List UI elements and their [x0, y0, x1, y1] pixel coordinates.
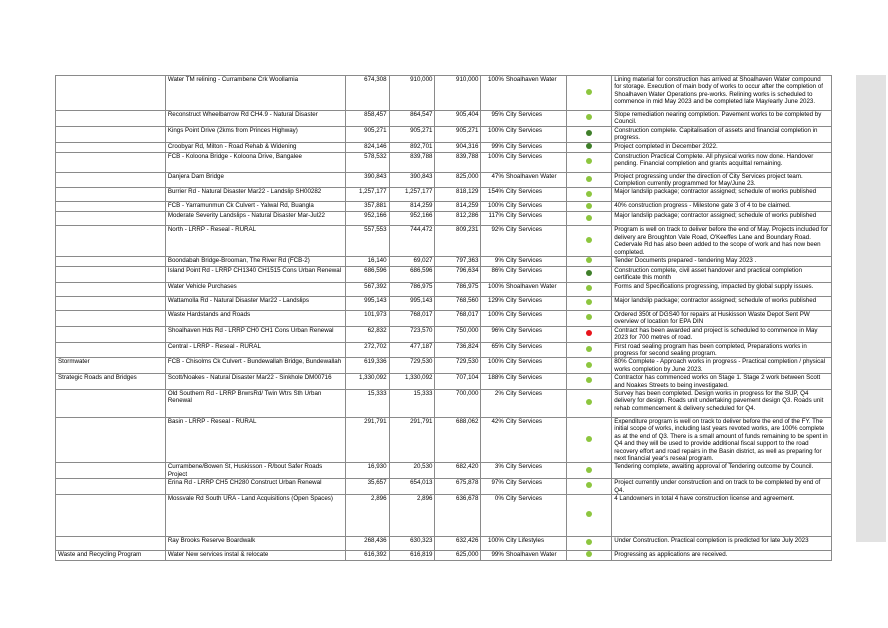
- project-name-cell: Mossvale Rd South URA - Land Acquisitions (Open Spaces): [165, 495, 345, 537]
- percent-cell: 86%: [481, 267, 505, 283]
- actual-value-cell: 619,336: [345, 358, 389, 374]
- status-cell: [567, 188, 612, 202]
- percent-cell: 100%: [481, 152, 505, 172]
- committed-value-cell: 995,143: [389, 296, 435, 310]
- table-row: [56, 326, 832, 342]
- status-cell: [567, 257, 612, 267]
- project-name-cell: Moderate Severity Landslips - Natural Disaster Mar-Jul22: [165, 212, 345, 226]
- actual-value-cell: 268,436: [345, 537, 389, 551]
- status-cell: [567, 463, 612, 479]
- budget-value-cell: 700,000: [435, 389, 481, 417]
- table-row: [56, 257, 832, 267]
- budget-value-cell: 768,560: [435, 296, 481, 310]
- owner-cell: City Lifestyles: [505, 537, 567, 551]
- project-name-cell: Central - LRRP - Reseal - RURAL: [165, 342, 345, 358]
- table-row: [56, 495, 832, 537]
- budget-value-cell: 818,129: [435, 188, 481, 202]
- status-cell: [567, 152, 612, 172]
- table-row: [56, 342, 832, 358]
- percent-cell: 97%: [481, 479, 505, 495]
- percent-cell: 100%: [481, 537, 505, 551]
- budget-value-cell: 797,363: [435, 257, 481, 267]
- comment-cell: Expenditure program is well on track to deliver before the end of the FY. The initial scope of works, including last years revoted works, are 100% complete as at the end of Q3. There is a small amount of funds remaining to be spent in Q4 and they will be used to provide additional fiscal support to the road recovery effort and road repairs in the Basin district, as well as preparing for next financial year's reseal program.: [612, 417, 832, 462]
- comment-cell: Lining material for construction has arrived at Shoalhaven Water compound for storage. Execution of main body of works to occur after the completion of Shoalhaven Water Operations pre-works. Relining works is scheduled to commence in mid May 2023 and be completed late May/early June 2023.: [612, 76, 832, 111]
- status-cell: [567, 417, 612, 462]
- budget-value-cell: 632,426: [435, 537, 481, 551]
- owner-cell: City Services: [505, 389, 567, 417]
- actual-value-cell: 291,791: [345, 417, 389, 462]
- actual-value-cell: 272,702: [345, 342, 389, 358]
- category-cell: [56, 479, 166, 495]
- comment-cell: Tender Documents prepared - tendering May 2023 .: [612, 257, 832, 267]
- budget-value-cell: 796,634: [435, 267, 481, 283]
- status-dot-icon: [586, 143, 592, 149]
- actual-value-cell: 824,146: [345, 142, 389, 152]
- category-cell: [56, 417, 166, 462]
- committed-value-cell: 910,000: [389, 76, 435, 111]
- category-cell: [56, 495, 166, 537]
- committed-value-cell: 744,472: [389, 226, 435, 257]
- committed-value-cell: 786,975: [389, 282, 435, 296]
- category-cell: [56, 342, 166, 358]
- category-cell: [56, 126, 166, 142]
- status-cell: [567, 111, 612, 127]
- actual-value-cell: 16,930: [345, 463, 389, 479]
- category-cell: [56, 463, 166, 479]
- status-dot-icon: [586, 362, 592, 368]
- budget-value-cell: 809,231: [435, 226, 481, 257]
- project-name-cell: FCB - Yarramunmun Ck Culvert - Yalwal Rd, Buangla: [165, 202, 345, 212]
- status-cell: [567, 479, 612, 495]
- committed-value-cell: 864,547: [389, 111, 435, 127]
- comment-cell: Construction Practical Complete. All physical works now done. Handover pending. Financial completion and grants acquittal remaining.: [612, 152, 832, 172]
- status-dot-icon: [586, 436, 592, 442]
- status-cell: [567, 212, 612, 226]
- actual-value-cell: 686,596: [345, 267, 389, 283]
- category-cell: [56, 257, 166, 267]
- percent-cell: 117%: [481, 212, 505, 226]
- percent-cell: 42%: [481, 417, 505, 462]
- grey-side-band: [856, 75, 886, 542]
- table-row: [56, 358, 832, 374]
- budget-value-cell: 904,316: [435, 142, 481, 152]
- budget-value-cell: 910,000: [435, 76, 481, 111]
- committed-value-cell: 616,819: [389, 551, 435, 561]
- comment-cell: 80% Complete - Approach works in progress - Practical completion / physical works completion by June 2023.: [612, 358, 832, 374]
- project-name-cell: Reconstruct Wheelbarrow Rd CH4.9 - Natural Disaster: [165, 111, 345, 127]
- project-name-cell: Waste Hardstands and Roads: [165, 310, 345, 326]
- owner-cell: City Services: [505, 374, 567, 390]
- owner-cell: City Services: [505, 296, 567, 310]
- comment-cell: First road sealing program has been completed, Preparations works in progress for second sealing program.: [612, 342, 832, 358]
- status-dot-icon: [586, 299, 592, 305]
- project-name-cell: Burrier Rd - Natural Disaster Mar22 - Landslip SH00282: [165, 188, 345, 202]
- comment-cell: Slope remediation nearing completion. Pavement works to be completed by Council.: [612, 111, 832, 127]
- budget-value-cell: 750,000: [435, 326, 481, 342]
- table-row: [56, 202, 832, 212]
- status-dot-icon: [586, 203, 592, 209]
- category-cell: Stormwater: [56, 358, 166, 374]
- category-cell: [56, 226, 166, 257]
- project-name-cell: Island Point Rd - LRRP CH1340 CH1515 Cons Urban Renewal: [165, 267, 345, 283]
- percent-cell: 129%: [481, 296, 505, 310]
- project-name-cell: Water New services instal & relocate: [165, 551, 345, 561]
- committed-value-cell: 1,257,177: [389, 188, 435, 202]
- committed-value-cell: 477,187: [389, 342, 435, 358]
- actual-value-cell: 35,657: [345, 479, 389, 495]
- budget-value-cell: 688,062: [435, 417, 481, 462]
- owner-cell: City Services: [505, 342, 567, 358]
- actual-value-cell: 357,881: [345, 202, 389, 212]
- committed-value-cell: 654,013: [389, 479, 435, 495]
- project-name-cell: Wattamolla Rd - Natural Disaster Mar22 - Landslips: [165, 296, 345, 310]
- percent-cell: 95%: [481, 111, 505, 127]
- status-cell: [567, 296, 612, 310]
- committed-value-cell: 2,896: [389, 495, 435, 537]
- comment-cell: Progressing as applications are received.: [612, 551, 832, 561]
- actual-value-cell: 567,392: [345, 282, 389, 296]
- owner-cell: City Services: [505, 226, 567, 257]
- table-row: [56, 389, 832, 417]
- committed-value-cell: 1,330,092: [389, 374, 435, 390]
- status-dot-icon: [586, 551, 592, 557]
- percent-cell: 188%: [481, 374, 505, 390]
- status-cell: [567, 282, 612, 296]
- table-row: [56, 296, 832, 310]
- project-name-cell: Kings Point Drive (2kms from Princes Highway): [165, 126, 345, 142]
- project-name-cell: Croobyar Rd, Milton - Road Rehab & Widening: [165, 142, 345, 152]
- actual-value-cell: 557,553: [345, 226, 389, 257]
- status-cell: [567, 374, 612, 390]
- budget-value-cell: 786,975: [435, 282, 481, 296]
- status-dot-icon: [586, 377, 592, 383]
- status-dot-icon: [586, 399, 592, 405]
- owner-cell: Shoalhaven Water: [505, 76, 567, 111]
- category-cell: Strategic Roads and Bridges: [56, 374, 166, 390]
- actual-value-cell: 578,532: [345, 152, 389, 172]
- owner-cell: City Services: [505, 142, 567, 152]
- table-row: [56, 172, 832, 188]
- comment-cell: Major landslip package; contractor assigned; schedule of works published: [612, 296, 832, 310]
- status-cell: [567, 326, 612, 342]
- committed-value-cell: 723,570: [389, 326, 435, 342]
- committed-value-cell: 69,027: [389, 257, 435, 267]
- committed-value-cell: 952,166: [389, 212, 435, 226]
- actual-value-cell: 390,843: [345, 172, 389, 188]
- category-cell: [56, 188, 166, 202]
- actual-value-cell: 1,330,092: [345, 374, 389, 390]
- owner-cell: City Services: [505, 257, 567, 267]
- project-name-cell: Erina Rd - LRRP CH5 CH280 Construct Urban Renewal: [165, 479, 345, 495]
- project-name-cell: Shoalhaven Hds Rd - LRRP CH0 CH1 Cons Urban Renewal: [165, 326, 345, 342]
- category-cell: [56, 212, 166, 226]
- comment-cell: Program is well on track to deliver before the end of May. Projects included for delivery are Broughton Vale Road, O'Keeffes Lane and Boundary Road. Cedervale Rd has also been added to the scope of work and has now been completed.: [612, 226, 832, 257]
- status-dot-icon: [586, 158, 592, 164]
- owner-cell: City Services: [505, 326, 567, 342]
- committed-value-cell: 390,843: [389, 172, 435, 188]
- owner-cell: Shoalhaven Water: [505, 551, 567, 561]
- comment-cell: 40% construction progress - Milestone gate 3 of 4 to be claimed.: [612, 202, 832, 212]
- owner-cell: City Services: [505, 495, 567, 537]
- status-dot-icon: [586, 89, 592, 95]
- status-cell: [567, 551, 612, 561]
- percent-cell: 99%: [481, 551, 505, 561]
- status-dot-icon: [586, 482, 592, 488]
- status-dot-icon: [586, 346, 592, 352]
- budget-value-cell: 729,530: [435, 358, 481, 374]
- comment-cell: Major landslip package; contractor assigned; schedule of works published: [612, 212, 832, 226]
- status-cell: [567, 358, 612, 374]
- comment-cell: Project completed in December 2022.: [612, 142, 832, 152]
- comment-cell: Survey has been completed. Design works in progress for the SUP, Q4 delivery for design. Roads unit undertaking pavement design Q3. Roads unit rehab commencement & delivery scheduled for Q4.: [612, 389, 832, 417]
- budget-value-cell: 905,271: [435, 126, 481, 142]
- project-name-cell: Currambene/Bowen St, Huskisson - R/bout Safer Roads Project: [165, 463, 345, 479]
- comment-cell: Tendering complete, awaiting approval of Tendering outcome by Council.: [612, 463, 832, 479]
- status-cell: [567, 202, 612, 212]
- status-cell: [567, 495, 612, 537]
- category-cell: [56, 389, 166, 417]
- comment-cell: Construction complete. Capitalisation of assets and financial completion in progress.: [612, 126, 832, 142]
- status-dot-icon: [586, 257, 592, 263]
- status-cell: [567, 226, 612, 257]
- owner-cell: City Services: [505, 126, 567, 142]
- percent-cell: 92%: [481, 226, 505, 257]
- budget-value-cell: 675,878: [435, 479, 481, 495]
- actual-value-cell: 674,308: [345, 76, 389, 111]
- committed-value-cell: 291,791: [389, 417, 435, 462]
- committed-value-cell: 686,596: [389, 267, 435, 283]
- category-cell: [56, 326, 166, 342]
- table-row: [56, 551, 832, 561]
- owner-cell: City Services: [505, 111, 567, 127]
- percent-cell: 96%: [481, 326, 505, 342]
- budget-value-cell: 825,000: [435, 172, 481, 188]
- status-cell: [567, 142, 612, 152]
- percent-cell: 2%: [481, 389, 505, 417]
- table-row: [56, 142, 832, 152]
- project-name-cell: Old Southern Rd - LRRP BrwrsRd/ Twin Wtrs Sth Urban Renewal: [165, 389, 345, 417]
- table-row: [56, 226, 832, 257]
- owner-cell: Shoalhaven Water: [505, 282, 567, 296]
- status-dot-icon: [586, 330, 592, 336]
- committed-value-cell: 839,788: [389, 152, 435, 172]
- comment-cell: Under Construction. Practical completion is predicted for late July 2023: [612, 537, 832, 551]
- status-cell: [567, 267, 612, 283]
- project-name-cell: Scott/Noakes - Natural Disaster Mar22 - Sinkhole DM00716: [165, 374, 345, 390]
- percent-cell: 0%: [481, 495, 505, 537]
- budget-value-cell: 707,104: [435, 374, 481, 390]
- committed-value-cell: 892,701: [389, 142, 435, 152]
- project-name-cell: Water TM relining - Currambene Crk Woollamia: [165, 76, 345, 111]
- table-row: [56, 479, 832, 495]
- budget-value-cell: 636,678: [435, 495, 481, 537]
- category-cell: Waste and Recycling Program: [56, 551, 166, 561]
- status-cell: [567, 537, 612, 551]
- comment-cell: 4 Landowners in total 4 have construction license and agreement.: [612, 495, 832, 537]
- actual-value-cell: 2,896: [345, 495, 389, 537]
- owner-cell: City Services: [505, 417, 567, 462]
- table-row: [56, 267, 832, 283]
- table-row: [56, 212, 832, 226]
- budget-value-cell: 625,000: [435, 551, 481, 561]
- comment-cell: Contract has been awarded and project is scheduled to commence in May 2023 for 700 metres of road.: [612, 326, 832, 342]
- budget-value-cell: 814,259: [435, 202, 481, 212]
- owner-cell: City Services: [505, 152, 567, 172]
- budget-value-cell: 768,017: [435, 310, 481, 326]
- status-cell: [567, 389, 612, 417]
- project-name-cell: FCB - Chisolms Ck Culvert - Bundewallah Bridge, Bundewallah: [165, 358, 345, 374]
- comment-cell: Forms and Specifications progressing, impacted by global supply issues.: [612, 282, 832, 296]
- owner-cell: City Services: [505, 479, 567, 495]
- category-cell: [56, 202, 166, 212]
- status-dot-icon: [586, 114, 592, 120]
- status-cell: [567, 342, 612, 358]
- percent-cell: 99%: [481, 142, 505, 152]
- owner-cell: City Services: [505, 212, 567, 226]
- table-row: [56, 282, 832, 296]
- category-cell: [56, 267, 166, 283]
- table-row: [56, 374, 832, 390]
- committed-value-cell: 630,323: [389, 537, 435, 551]
- owner-cell: Shoalhaven Water: [505, 172, 567, 188]
- category-cell: [56, 282, 166, 296]
- percent-cell: 100%: [481, 126, 505, 142]
- committed-value-cell: 20,530: [389, 463, 435, 479]
- category-cell: [56, 537, 166, 551]
- project-name-cell: Ray Brooks Reserve Boardwalk: [165, 537, 345, 551]
- owner-cell: City Services: [505, 267, 567, 283]
- category-cell: [56, 76, 166, 111]
- actual-value-cell: 1,257,177: [345, 188, 389, 202]
- project-name-cell: Basin - LRRP - Reseal - RURAL: [165, 417, 345, 462]
- budget-value-cell: 905,404: [435, 111, 481, 127]
- budget-value-cell: 812,286: [435, 212, 481, 226]
- status-dot-icon: [586, 511, 592, 517]
- actual-value-cell: 952,166: [345, 212, 389, 226]
- project-name-cell: North - LRRP - Reseal - RURAL: [165, 226, 345, 257]
- budget-value-cell: 736,824: [435, 342, 481, 358]
- capital-works-table: [55, 75, 832, 561]
- project-name-cell: Boondabah Bridge-Brooman, The River Rd (FCB-2): [165, 257, 345, 267]
- status-cell: [567, 76, 612, 111]
- category-cell: [56, 296, 166, 310]
- percent-cell: 100%: [481, 282, 505, 296]
- status-cell: [567, 310, 612, 326]
- project-name-cell: Water Vehicle Purchases: [165, 282, 345, 296]
- comment-cell: Project currently under construction and on track to be completed by end of Q4.: [612, 479, 832, 495]
- table-body: [56, 76, 832, 561]
- comment-cell: Major landslip package; contractor assigned; schedule of works published: [612, 188, 832, 202]
- actual-value-cell: 995,143: [345, 296, 389, 310]
- actual-value-cell: 101,973: [345, 310, 389, 326]
- percent-cell: 100%: [481, 310, 505, 326]
- category-cell: [56, 111, 166, 127]
- table-row: [56, 537, 832, 551]
- percent-cell: 100%: [481, 358, 505, 374]
- owner-cell: City Services: [505, 358, 567, 374]
- status-dot-icon: [586, 237, 592, 243]
- comment-cell: Contractor has commenced works on Stage 1. Stage 2 work between Scott and Noakes Streets to being investigated.: [612, 374, 832, 390]
- actual-value-cell: 62,832: [345, 326, 389, 342]
- percent-cell: 154%: [481, 188, 505, 202]
- category-cell: [56, 172, 166, 188]
- percent-cell: 100%: [481, 202, 505, 212]
- category-cell: [56, 152, 166, 172]
- committed-value-cell: 15,333: [389, 389, 435, 417]
- status-cell: [567, 172, 612, 188]
- owner-cell: City Services: [505, 463, 567, 479]
- actual-value-cell: 16,140: [345, 257, 389, 267]
- report-sheet: [55, 75, 832, 558]
- actual-value-cell: 616,392: [345, 551, 389, 561]
- table-row: [56, 188, 832, 202]
- owner-cell: City Services: [505, 188, 567, 202]
- project-name-cell: FCB - Koloona Bridge - Koloona Drive, Bangalee: [165, 152, 345, 172]
- status-dot-icon: [586, 215, 592, 221]
- committed-value-cell: 814,259: [389, 202, 435, 212]
- actual-value-cell: 905,271: [345, 126, 389, 142]
- committed-value-cell: 905,271: [389, 126, 435, 142]
- owner-cell: City Services: [505, 310, 567, 326]
- category-cell: [56, 142, 166, 152]
- table-row: [56, 417, 832, 462]
- table-row: [56, 310, 832, 326]
- percent-cell: 47%: [481, 172, 505, 188]
- percent-cell: 9%: [481, 257, 505, 267]
- table-row: [56, 76, 832, 111]
- owner-cell: City Services: [505, 202, 567, 212]
- committed-value-cell: 768,017: [389, 310, 435, 326]
- project-name-cell: Danjera Dam Bridge: [165, 172, 345, 188]
- status-dot-icon: [586, 285, 592, 291]
- category-cell: [56, 310, 166, 326]
- table-row: [56, 152, 832, 172]
- table-row: [56, 463, 832, 479]
- comment-cell: Ordered 350t of DGS40 for repairs at Huskisson Waste Depot Sent PW overview of location for EPA DIN: [612, 310, 832, 326]
- percent-cell: 65%: [481, 342, 505, 358]
- comment-cell: Project progressing under the direction of City Services project team. Completion currently programmed for May/June 23.: [612, 172, 832, 188]
- percent-cell: 100%: [481, 76, 505, 111]
- status-dot-icon: [586, 467, 592, 473]
- committed-value-cell: 729,530: [389, 358, 435, 374]
- status-dot-icon: [586, 191, 592, 197]
- percent-cell: 3%: [481, 463, 505, 479]
- budget-value-cell: 839,788: [435, 152, 481, 172]
- status-dot-icon: [586, 176, 592, 182]
- table-row: [56, 111, 832, 127]
- status-dot-icon: [586, 270, 592, 276]
- budget-value-cell: 682,420: [435, 463, 481, 479]
- status-dot-icon: [586, 539, 592, 545]
- status-dot-icon: [586, 130, 592, 136]
- comment-cell: Construction complete, civil asset handover and practical completion certificate this month: [612, 267, 832, 283]
- actual-value-cell: 858,457: [345, 111, 389, 127]
- table-row: [56, 126, 832, 142]
- status-dot-icon: [586, 314, 592, 320]
- status-cell: [567, 126, 612, 142]
- actual-value-cell: 15,333: [345, 389, 389, 417]
